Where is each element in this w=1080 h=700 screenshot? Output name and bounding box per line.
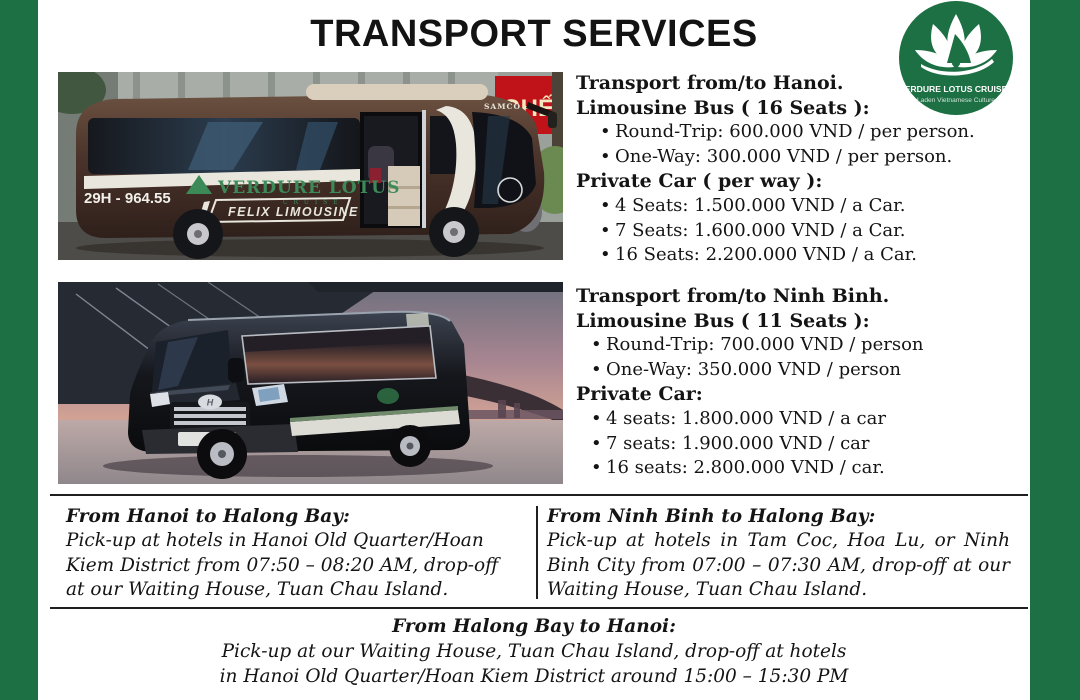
ninh-binh-bus-heading: Limousine Bus ( 11 Seats ): [576, 309, 870, 332]
bus-livery-text: FELIX LIMOUSINE [228, 205, 359, 219]
price-item: • 16 seats: 2.800.000 VND / car. [576, 456, 1028, 481]
logo-tagline-text: Laden Vietnamese Culture [917, 97, 995, 104]
price-item: • Round-Trip: 600.000 VND / per person. [576, 120, 1028, 145]
bus-maker-text: SAMCO [484, 102, 522, 111]
pickup-ninh-binh-body: Pick-up at hotels in Tam Coc, Hoa Lu, or Ninh Binh City from 07:00 – 07:30 AM, drop-off at our Waiting House, Tuan Chau Island. [547, 530, 1010, 600]
price-item: • 16 Seats: 2.200.000 VND / a Car. [576, 243, 1028, 268]
price-item: • One-Way: 300.000 VND / per person. [576, 145, 1028, 170]
ninh-binh-pricing-section [576, 284, 1028, 481]
hanoi-heading: Transport from/to Hanoi. [576, 72, 844, 94]
bus-brand-text: VERDURE LOTUS [218, 178, 401, 198]
ninh-binh-heading: Transport from/to Ninh Binh. [576, 285, 890, 307]
right-green-border [1030, 0, 1080, 700]
limousine-bus-photo [58, 72, 563, 260]
vertical-divider [536, 506, 538, 599]
left-green-border [0, 0, 38, 700]
price-item: • 7 Seats: 1.600.000 VND / a Car. [576, 219, 1028, 244]
price-item: • 4 seats: 1.800.000 VND / a car [576, 407, 1028, 432]
pickup-hanoi-body: Pick-up at hotels in Hanoi Old Quarter/Hoan Kiem District from 07:50 – 08:20 AM, drop-off at our Waiting House, Tuan Chau Island. [66, 530, 499, 600]
bus-brand-sub-text: C R U I S E [283, 199, 340, 206]
price-item: • Round-Trip: 700.000 VND / person [576, 333, 1028, 358]
horizontal-divider-top [50, 494, 1028, 496]
bus-illustration [58, 72, 563, 260]
price-item: • 4 Seats: 1.500.000 VND / a Car. [576, 194, 1028, 219]
bus-plate-text: 29H - 964.55 [84, 190, 171, 207]
pickup-hanoi-section [66, 505, 522, 602]
pickup-hanoi-heading: From Hanoi to Halong Bay: [66, 506, 350, 527]
hanoi-car-heading: Private Car ( per way ): [576, 170, 823, 193]
price-item: • 7 seats: 1.900.000 VND / car [576, 432, 1028, 457]
pickup-return-body: Pick-up at our Waiting House, Tuan Chau Island, drop-off at hotels in Hanoi Old Quarter/Hoan Kiem District around 15:00 – 15:30 PM [219, 641, 849, 688]
price-item: • One-Way: 350.000 VND / person [576, 358, 1028, 383]
pickup-return-heading: From Halong Bay to Hanoi: [392, 616, 676, 637]
svg-text:H: H [206, 397, 214, 408]
hanoi-bus-heading: Limousine Bus ( 16 Seats ): [576, 96, 870, 119]
ninh-binh-car-heading: Private Car: [576, 383, 703, 406]
pickup-ninh-binh-heading: From Ninh Binh to Halong Bay: [547, 506, 876, 527]
page-title: TRANSPORT SERVICES [310, 13, 758, 55]
limousine-van-photo [58, 282, 563, 484]
van-illustration [58, 282, 563, 484]
hanoi-pricing-section [576, 71, 1028, 268]
logo-brand-text: VERDURE LOTUS CRUISES [898, 84, 1014, 94]
pickup-return-section [38, 615, 1030, 689]
horizontal-divider-bottom [50, 607, 1028, 609]
pickup-ninh-binh-section [547, 505, 1010, 602]
